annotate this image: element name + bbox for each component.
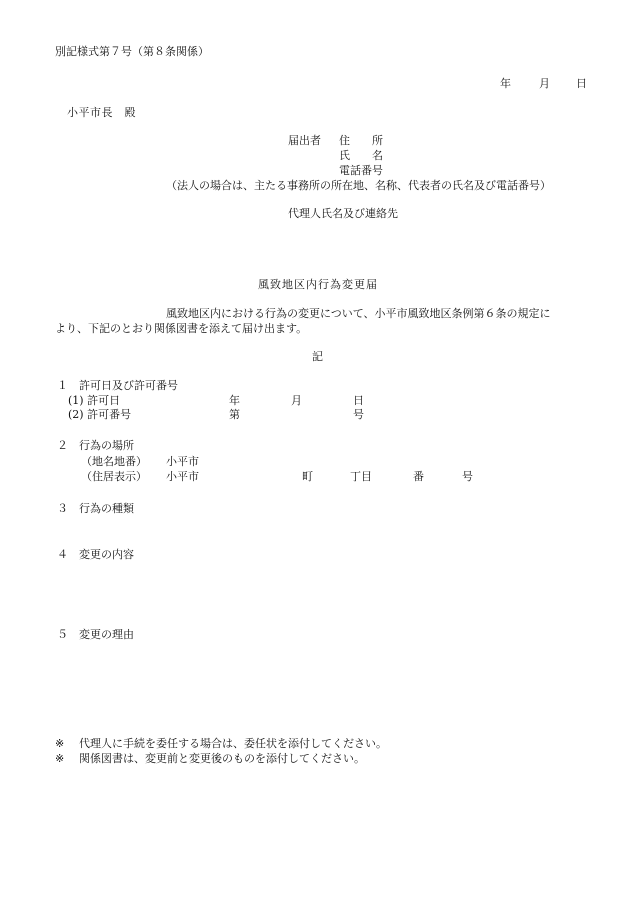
section-2-number: ２ (57, 439, 68, 452)
note-1-mark: ※ (55, 737, 65, 750)
section-1-title: 許可日及び許可番号 (79, 379, 178, 392)
date-month: 月 (539, 77, 550, 90)
corporate-note: （法人の場合は、主たる事務所の所在地、名称、代表者の氏名及び電話番号） (166, 179, 551, 192)
note-2-text: 関係図書は、変更前と変更後のものを添付してください。 (79, 752, 365, 765)
section-1-sub1-day: 日 (353, 394, 364, 407)
section-1-sub1-label: (1) 許可日 (68, 394, 121, 407)
section-5-title: 変更の理由 (79, 628, 134, 641)
note-2-mark: ※ (55, 752, 65, 765)
section-1-sub1-year: 年 (229, 394, 240, 407)
section-2-row2-city: 小平市 (166, 470, 199, 483)
body-line-1: 風致地区内における行為の変更について、小平市風致地区条例第６条の規定に (166, 307, 551, 320)
document-title: 風致地区内行為変更届 (258, 278, 378, 291)
section-2-title: 行為の場所 (79, 439, 134, 452)
section-2-row1-label: （地名地番） (81, 455, 147, 468)
applicant-address-label: 住 所 (339, 134, 383, 147)
applicant-name-label: 氏 名 (339, 149, 383, 162)
date-year: 年 (500, 77, 511, 90)
section-2-row2-ban: 番 (413, 470, 424, 483)
section-2-row2-chome: 丁目 (350, 470, 372, 483)
section-3-number: ３ (57, 502, 68, 515)
section-2-row2-cho: 町 (302, 470, 313, 483)
note-1-text: 代理人に手続を委任する場合は、委任状を添付してください。 (79, 737, 387, 750)
section-1-number: １ (57, 379, 68, 392)
applicant-phone-label: 電話番号 (339, 164, 383, 177)
section-2-row1-city: 小平市 (166, 455, 199, 468)
date-day: 日 (576, 77, 587, 90)
section-1-sub2-label: (2) 許可番号 (68, 408, 132, 421)
section-1-sub2-prefix: 第 (229, 408, 240, 421)
addressee: 小平市長 殿 (67, 106, 136, 119)
section-1-sub2-suffix: 号 (353, 408, 364, 421)
section-3-title: 行為の種類 (79, 502, 134, 515)
section-2-row2-go: 号 (462, 470, 473, 483)
applicant-label: 届出者 (288, 134, 321, 147)
section-4-number: ４ (57, 548, 68, 561)
section-5-number: ５ (57, 628, 68, 641)
agent-label: 代理人氏名及び連絡先 (288, 207, 398, 220)
form-number: 別記様式第７号（第８条関係） (55, 45, 209, 58)
ki-heading: 記 (312, 350, 323, 363)
section-4-title: 変更の内容 (79, 548, 134, 561)
section-1-sub1-month: 月 (291, 394, 302, 407)
body-line-2: より、下記のとおり関係図書を添えて届け出ます。 (55, 322, 308, 335)
section-2-row2-label: （住居表示） (81, 470, 147, 483)
